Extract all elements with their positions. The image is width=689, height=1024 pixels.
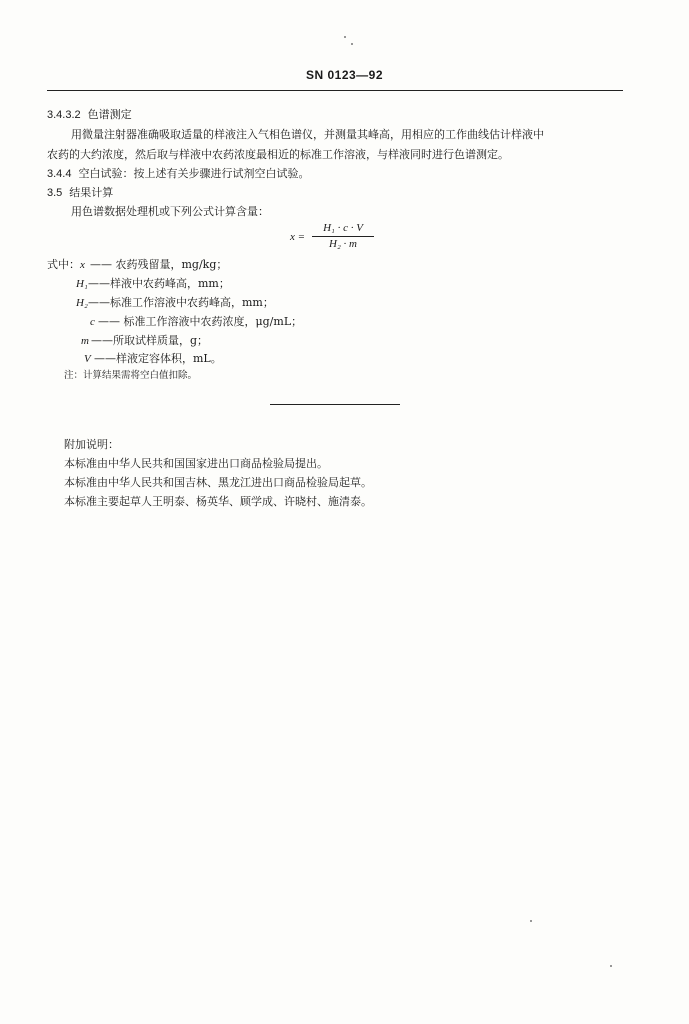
appendix-line: 本标准由中华人民共和国国家进出口商品检验局提出。 xyxy=(64,457,328,470)
section-35-intro: 用色谱数据处理机或下列公式计算含量： xyxy=(71,205,269,218)
definition-row xyxy=(76,296,274,310)
definitions-lead: 式中： xyxy=(47,258,80,271)
definition-symbol: x xyxy=(80,259,85,271)
section-35-title: 结果计算 xyxy=(69,186,114,199)
definition-desc: —— 农药残留量，mg/kg； xyxy=(90,258,228,271)
definition-desc: —— 标准工作溶液中农药浓度，μg/mL； xyxy=(98,315,303,328)
formula-numerator: H₁ · c · V xyxy=(312,222,374,237)
definition-desc: ——样液定容体积，mL。 xyxy=(94,352,222,365)
definition-row xyxy=(76,277,230,291)
appendix-title: 附加说明： xyxy=(64,438,119,451)
end-rule xyxy=(270,404,400,405)
formula-lhs: x = xyxy=(290,231,306,243)
scan-speck xyxy=(351,43,353,45)
definition-desc: ——所取试样质量，g； xyxy=(91,334,209,347)
section-3432-title: 色谱测定 xyxy=(87,108,132,121)
standard-code: SN 0123—92 xyxy=(305,68,384,82)
definition-symbol: V xyxy=(84,353,91,365)
definition-row xyxy=(84,352,222,366)
formula-denominator: H₂ · m xyxy=(329,238,357,250)
section-3432-para-line1: 用微量注射器准确吸取适量的样液注入气相色谱仪，并测量其峰高，用相应的工作曲线估计样液中 xyxy=(71,128,544,141)
section-3432-number: 3.4.3.2 xyxy=(47,109,81,121)
section-35-number: 3.5 xyxy=(47,187,63,199)
scan-speck xyxy=(610,965,612,967)
section-344 xyxy=(47,167,309,181)
definition-desc: ——标准工作溶液中农药峰高，mm； xyxy=(88,296,274,309)
appendix-line: 本标准主要起草人王明泰、杨英华、顾学成、许晓村、施清泰。 xyxy=(64,495,372,508)
header-rule xyxy=(47,90,623,91)
section-344-text: 空白试验：按上述有关步骤进行试剂空白试验。 xyxy=(78,167,310,180)
section-3432-para-line2: 农药的大约浓度，然后取与样液中农药浓度最相近的标准工作溶液，与样液同时进行色谱测定。 xyxy=(47,148,509,161)
appendix-line: 本标准由中华人民共和国吉林、黑龙江进出口商品检验局起草。 xyxy=(64,476,372,489)
definition-desc: ——样液中农药峰高，mm； xyxy=(88,277,230,290)
section-35-heading xyxy=(47,186,113,200)
section-3432-heading xyxy=(47,108,132,122)
result-formula xyxy=(290,222,400,254)
definition-symbol: c xyxy=(90,316,95,328)
definition-symbol: H₂ xyxy=(76,297,88,309)
section-344-number: 3.4.4 xyxy=(47,168,72,180)
formula-fraction xyxy=(312,222,374,251)
definition-symbol: H₁ xyxy=(76,278,88,290)
definition-row xyxy=(90,315,302,329)
definition-symbol: m xyxy=(81,335,89,347)
calculation-note: 注：计算结果需将空白值扣除。 xyxy=(64,370,198,381)
definition-row xyxy=(47,258,227,272)
scan-speck xyxy=(530,920,532,922)
scan-speck xyxy=(344,36,346,38)
definition-row xyxy=(81,334,208,348)
